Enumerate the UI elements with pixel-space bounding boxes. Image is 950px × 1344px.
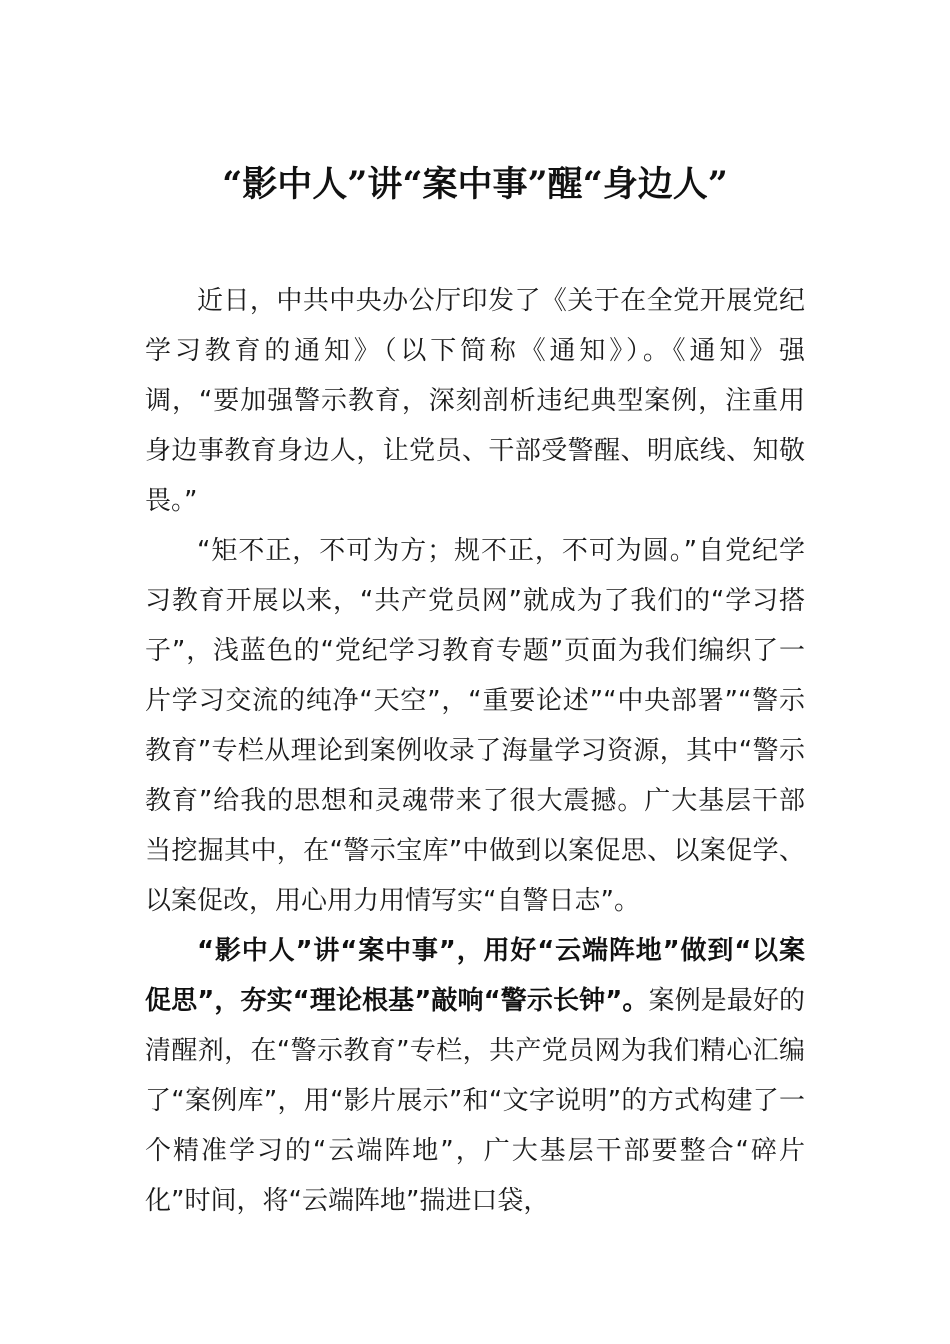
paragraph-3-text: 案例是最好的清醒剂，在“警示教育”专栏，共产党员网为我们精心汇编了“案例库”，用“影片展示”和“文字说明”的方式构建了一个精准学习的“云端阵地”，广大基层干部要整合“碎片化”时间，将“云端阵地”揣进口袋，: [145, 986, 805, 1216]
paragraph-1: [145, 276, 805, 526]
paragraph-2: [145, 526, 805, 926]
paragraph-3-bold-lead: “影中人”讲“案中事”，用好“云端阵地”做到“以案促思”，夯实“理论根基”敲响“警示长钟”。: [145, 936, 805, 1016]
document-title: “影中人”讲“案中事”醒“身边人”: [222, 164, 728, 205]
paragraph-3: [145, 926, 805, 1226]
document-body: [145, 276, 805, 1226]
paragraph-2-text: “矩不正，不可为方；规不正，不可为圆。”自党纪学习教育开展以来，“共产党员网”就成为了我们的“学习搭子”，浅蓝色的“党纪学习教育专题”页面为我们编织了一片学习交流的纯净“天空”，“重要论述”“中央部署”“警示教育”专栏从理论到案例收录了海量学习资源，其中“警示教育”给我的思想和灵魂带来了很大震撼。广大基层干部当挖掘其中，在“警示宝库”中做到以案促思、以案促学、以案促改，用心用力用情写实“自警日志”。: [145, 536, 805, 916]
paragraph-1-text: 近日，中共中央办公厅印发了《关于在全党开展党纪学习教育的通知》（以下简称《通知》）。《通知》强调，“要加强警示教育，深刻剖析违纪典型案例，注重用身边事教育身边人，让党员、干部受警醒、明底线、知敬畏。”: [145, 286, 805, 516]
